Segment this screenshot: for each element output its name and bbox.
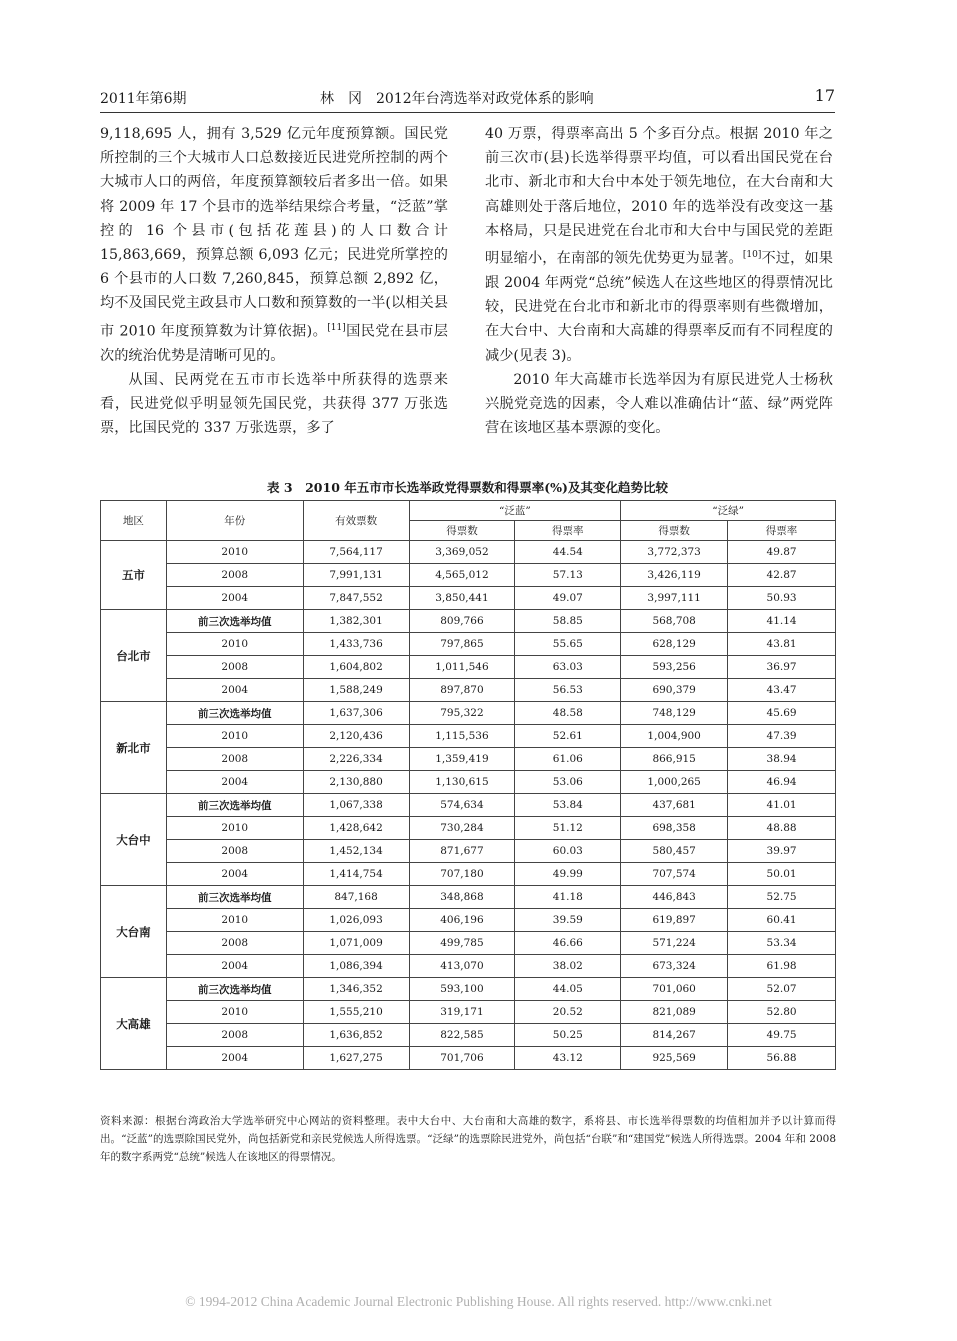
table-cell: 1,026,093 [303, 909, 409, 932]
header-blue-votes: 得票数 [409, 521, 515, 541]
header-green-votes: 得票数 [621, 521, 728, 541]
region-cell: 大台南 [101, 886, 167, 978]
table-cell: 2010 [166, 817, 303, 840]
table-row [101, 725, 836, 748]
table-cell: 707,574 [621, 863, 728, 886]
table-row [101, 794, 836, 817]
article-title-header: 林 冈 2012年台湾选举对政党体系的影响 [320, 91, 594, 107]
table-caption: 表 3 2010 年五市市长选举政党得票数和得票率(%)及其变化趋势比较 [267, 480, 668, 495]
table-cell: 847,168 [303, 886, 409, 909]
table-cell: 20.52 [515, 1001, 621, 1024]
table-cell: 2008 [166, 656, 303, 679]
table-cell: 61.98 [728, 955, 836, 978]
table-row [101, 1047, 836, 1070]
table-cell: 49.07 [515, 587, 621, 610]
table-cell: 1,115,536 [409, 725, 515, 748]
copyright-footer: © 1994-2012 China Academic Journal Electronic Publishing House. All rights reserved. http://www.cnki.net [185, 1294, 772, 1309]
table-cell: 63.03 [515, 656, 621, 679]
table-cell: 前三次选举均值 [166, 978, 303, 1001]
table-cell: 3,850,441 [409, 587, 515, 610]
paragraph-text: 40 万票，得票率高出 5 个多百分点。根据 2010 年之前三次市(县)长选举得票平均值，可以看出国民党在台北市、新北市和大台中本处于领先地位，在大台南和大高雄则处于落后地位，2010 年的选举没有改变这一基本格局，只是民进党在台北市和大台中与国民党的差距明显缩小，在南部的领先优势更为显著。 [485, 126, 833, 267]
table-cell: 1,359,419 [409, 748, 515, 771]
table-row [101, 1024, 836, 1047]
table-cell: 45.69 [728, 702, 836, 725]
table-cell: 1,067,338 [303, 794, 409, 817]
table-cell: 1,130,615 [409, 771, 515, 794]
table-cell: 1,004,900 [621, 725, 728, 748]
region-cell: 大高雄 [101, 978, 167, 1070]
table-cell: 690,379 [621, 679, 728, 702]
table-cell: 574,634 [409, 794, 515, 817]
paragraph-text: 不过，如果跟 2004 年两党“总统”候选人在这些地区的得票情况比较，民进党在台北市和新北市的得票率则有些微增加，在大台中、大台南和大高雄的得票率反而有不同程度的减少(见表 3)。 [485, 250, 833, 364]
table-cell: 348,868 [409, 886, 515, 909]
table-cell: 52.61 [515, 725, 621, 748]
table-cell: 897,870 [409, 679, 515, 702]
table-cell: 580,457 [621, 840, 728, 863]
table-cell: 795,322 [409, 702, 515, 725]
table-cell: 707,180 [409, 863, 515, 886]
table-cell: 571,224 [621, 932, 728, 955]
paragraph-text: 9,118,695 人，拥有 3,529 亿元年度预算额。国民党所控制的三个大城市人口总数接近民进党所控制的两个大城市人口的两倍，年度预算额较后者多出一倍。如果将 2009 年 17 个县市的选举结果综合考量，“泛蓝”掌控的 16 个县市(包括花莲县)的人口数合计 15,863,669，预算总额 6,093 亿元；民进党所掌控的 6 个县市的人口数 7,260,845，预算总额 2,892 亿，均不及国民党主政县市人口数和预算数的一半(以相关县市 2010 年度预算数为计算依据)。 [100, 126, 448, 340]
table-cell: 57.13 [515, 564, 621, 587]
table-cell: 1,011,546 [409, 656, 515, 679]
table-row [101, 817, 836, 840]
table-cell: 53.06 [515, 771, 621, 794]
header-year: 年份 [166, 501, 303, 541]
table-row [101, 702, 836, 725]
region-cell: 台北市 [101, 610, 167, 702]
table-cell: 1,604,802 [303, 656, 409, 679]
table-cell: 2010 [166, 909, 303, 932]
table-cell: 41.18 [515, 886, 621, 909]
table-cell: 2,226,334 [303, 748, 409, 771]
table-cell: 2004 [166, 771, 303, 794]
region-cell: 新北市 [101, 702, 167, 794]
table-cell: 51.12 [515, 817, 621, 840]
table-cell: 48.58 [515, 702, 621, 725]
table-cell: 48.88 [728, 817, 836, 840]
table-cell: 52.07 [728, 978, 836, 1001]
header-pan-blue: “泛蓝” [409, 501, 621, 521]
table-cell: 2004 [166, 955, 303, 978]
table-cell: 593,256 [621, 656, 728, 679]
table-cell: 2004 [166, 1047, 303, 1070]
table-cell: 2004 [166, 863, 303, 886]
table-cell: 50.93 [728, 587, 836, 610]
table-row [101, 679, 836, 702]
region-cell: 大台中 [101, 794, 167, 886]
paragraph: 2010 年大高雄市长选举因为有原民进党人士杨秋兴脱党竞选的因素，令人难以准确估计“蓝、绿”两党阵营在该地区基本票源的变化。 [485, 371, 833, 437]
table-cell: 2010 [166, 541, 303, 564]
table-row [101, 978, 836, 1001]
table-cell: 42.87 [728, 564, 836, 587]
table-cell: 60.03 [515, 840, 621, 863]
table-body [101, 541, 836, 1070]
table-cell: 36.97 [728, 656, 836, 679]
table-cell: 43.47 [728, 679, 836, 702]
table-cell: 797,865 [409, 633, 515, 656]
table-cell: 413,070 [409, 955, 515, 978]
table-cell: 39.97 [728, 840, 836, 863]
table-cell: 2010 [166, 633, 303, 656]
results-table [100, 500, 836, 1070]
table-cell: 2008 [166, 932, 303, 955]
paragraph-text: 国民党在县市层次的统治优势是清晰可见的。 [100, 323, 448, 364]
table-cell: 39.59 [515, 909, 621, 932]
table-cell: 866,915 [621, 748, 728, 771]
table-cell: 50.25 [515, 1024, 621, 1047]
table-cell: 47.39 [728, 725, 836, 748]
table-cell: 2010 [166, 1001, 303, 1024]
table-cell: 1,637,306 [303, 702, 409, 725]
table-cell: 2004 [166, 679, 303, 702]
table-cell: 2008 [166, 748, 303, 771]
table-cell: 698,358 [621, 817, 728, 840]
table-cell: 809,766 [409, 610, 515, 633]
table-cell: 3,369,052 [409, 541, 515, 564]
table-cell: 1,555,210 [303, 1001, 409, 1024]
table-cell: 41.01 [728, 794, 836, 817]
table-cell: 673,324 [621, 955, 728, 978]
table-cell: 2008 [166, 1024, 303, 1047]
table-cell: 7,564,117 [303, 541, 409, 564]
table-cell: 1,086,394 [303, 955, 409, 978]
table-cell: 1,588,249 [303, 679, 409, 702]
table-cell: 568,708 [621, 610, 728, 633]
table-cell: 44.05 [515, 978, 621, 1001]
table-cell: 1,382,301 [303, 610, 409, 633]
table-cell: 499,785 [409, 932, 515, 955]
table-cell: 49.87 [728, 541, 836, 564]
table-row [101, 610, 836, 633]
table-cell: 56.53 [515, 679, 621, 702]
table-row [101, 955, 836, 978]
table-cell: 38.02 [515, 955, 621, 978]
table-row [101, 656, 836, 679]
table-cell: 814,267 [621, 1024, 728, 1047]
table-cell: 406,196 [409, 909, 515, 932]
right-column [485, 122, 833, 440]
table-cell: 2010 [166, 725, 303, 748]
table-cell: 43.81 [728, 633, 836, 656]
running-header [100, 86, 835, 110]
table-cell: 56.88 [728, 1047, 836, 1070]
header-valid-votes: 有效票数 [303, 501, 409, 541]
table-row [101, 1001, 836, 1024]
table-cell: 7,847,552 [303, 587, 409, 610]
table-row [101, 909, 836, 932]
paragraph [100, 122, 448, 368]
table-row [101, 541, 836, 564]
table-cell: 前三次选举均值 [166, 794, 303, 817]
table-cell: 43.12 [515, 1047, 621, 1070]
table-cell: 4,565,012 [409, 564, 515, 587]
table-cell: 1,346,352 [303, 978, 409, 1001]
table-cell: 1,414,754 [303, 863, 409, 886]
table-cell: 701,706 [409, 1047, 515, 1070]
citation-ref[interactable]: [10] [742, 250, 762, 261]
page-number: 17 [814, 86, 835, 105]
table-cell: 319,171 [409, 1001, 515, 1024]
table-row [101, 840, 836, 863]
table-cell: 821,089 [621, 1001, 728, 1024]
table-cell: 46.66 [515, 932, 621, 955]
table-note: 资料来源：根据台湾政治大学选举研究中心网站的资料整理。表中大台中、大台南和大高雄的数字，系将县、市长选举得票数的均值相加并予以计算而得出。“泛蓝”的选票除国民党外，尚包括新党和亲民党候选人所得选票。“泛绿”的选票除民进党外，尚包括“台联”和“建国党”候选人所得选票。2004 年和 2008 年的数字系两党“总统”候选人在该地区的得票情况。 [100, 1115, 836, 1163]
table-cell: 1,627,275 [303, 1047, 409, 1070]
table-cell: 1,452,134 [303, 840, 409, 863]
header-green-rate: 得票率 [728, 521, 836, 541]
table-cell: 619,897 [621, 909, 728, 932]
table-row [101, 863, 836, 886]
table-cell: 871,677 [409, 840, 515, 863]
region-cell: 五市 [101, 541, 167, 610]
table-cell: 1,433,736 [303, 633, 409, 656]
table-cell: 前三次选举均值 [166, 702, 303, 725]
table-cell: 60.41 [728, 909, 836, 932]
table-cell: 55.65 [515, 633, 621, 656]
header-rule [100, 112, 835, 113]
table-cell: 53.84 [515, 794, 621, 817]
table-cell: 44.54 [515, 541, 621, 564]
table-cell: 2,130,880 [303, 771, 409, 794]
table-cell: 1,636,852 [303, 1024, 409, 1047]
table-row [101, 886, 836, 909]
table-cell: 730,284 [409, 817, 515, 840]
table-cell: 7,991,131 [303, 564, 409, 587]
table-cell: 1,071,009 [303, 932, 409, 955]
table-cell: 41.14 [728, 610, 836, 633]
table-cell: 50.01 [728, 863, 836, 886]
table-cell: 2004 [166, 587, 303, 610]
table-cell: 3,997,111 [621, 587, 728, 610]
table-cell: 61.06 [515, 748, 621, 771]
table-row [101, 633, 836, 656]
table-row [101, 771, 836, 794]
header-pan-green: “泛绿” [621, 501, 836, 521]
table-cell: 3,772,373 [621, 541, 728, 564]
table-cell: 1,428,642 [303, 817, 409, 840]
table-cell: 前三次选举均值 [166, 610, 303, 633]
table-cell: 822,585 [409, 1024, 515, 1047]
table-cell: 2008 [166, 840, 303, 863]
left-column [100, 122, 448, 440]
journal-issue: 2011年第6期 [100, 91, 187, 107]
table-cell: 58.85 [515, 610, 621, 633]
table-cell: 前三次选举均值 [166, 886, 303, 909]
table-row [101, 587, 836, 610]
table-cell: 38.94 [728, 748, 836, 771]
citation-ref[interactable]: [11] [327, 322, 346, 333]
table-row [101, 564, 836, 587]
table-cell: 593,100 [409, 978, 515, 1001]
paragraph: 从国、民两党在五市市长选举中所获得的选票来看，民进党似乎明显领先国民党，共获得 377 万张选票，比国民党的 337 万张选票，多了 [100, 371, 448, 437]
paragraph [485, 122, 833, 368]
table-cell: 52.75 [728, 886, 836, 909]
table-row [101, 932, 836, 955]
table-cell: 437,681 [621, 794, 728, 817]
table-cell: 628,129 [621, 633, 728, 656]
table-cell: 748,129 [621, 702, 728, 725]
table-cell: 49.75 [728, 1024, 836, 1047]
table-cell: 1,000,265 [621, 771, 728, 794]
table-cell: 3,426,119 [621, 564, 728, 587]
table-cell: 2008 [166, 564, 303, 587]
table-cell: 925,569 [621, 1047, 728, 1070]
header-region: 地区 [101, 501, 167, 541]
table-cell: 446,843 [621, 886, 728, 909]
table-cell: 53.34 [728, 932, 836, 955]
table-cell: 701,060 [621, 978, 728, 1001]
table-cell: 52.80 [728, 1001, 836, 1024]
table-cell: 49.99 [515, 863, 621, 886]
header-blue-rate: 得票率 [515, 521, 621, 541]
table-row [101, 748, 836, 771]
table-cell: 2,120,436 [303, 725, 409, 748]
table-cell: 46.94 [728, 771, 836, 794]
